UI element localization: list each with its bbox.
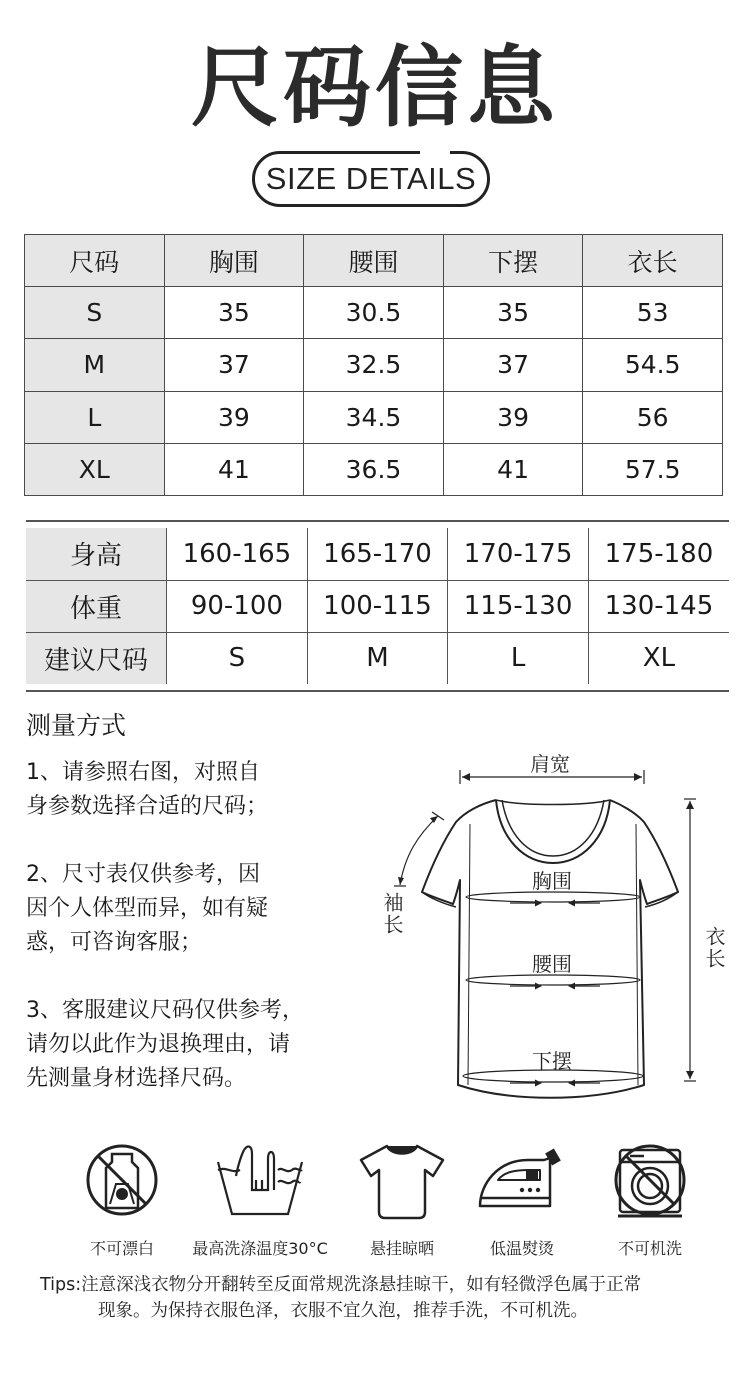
measurement-note-3 bbox=[26, 994, 346, 1096]
row-header-suggested-size: 建议尺码 bbox=[26, 632, 167, 684]
hem-cell: 41 bbox=[443, 443, 583, 495]
height-cell: 170-175 bbox=[448, 528, 589, 580]
size-details-label: SIZE DETAILS bbox=[265, 161, 477, 196]
table-row-weight bbox=[26, 580, 729, 632]
tips-line-2: 现象。为保持衣服色泽，衣服不宜久泡，推荐手洗，不可机洗。 bbox=[98, 1301, 588, 1321]
measurement-note-1 bbox=[26, 756, 346, 824]
label-chest: 胸围 bbox=[532, 869, 572, 893]
waist-cell: 36.5 bbox=[304, 443, 444, 495]
badge-gap-decoration bbox=[420, 146, 450, 156]
no-machine-wash-icon bbox=[610, 1140, 690, 1220]
col-header-chest: 胸围 bbox=[164, 235, 304, 287]
care-item-low-iron bbox=[452, 1140, 592, 1259]
label-length: 衣长 bbox=[702, 926, 726, 970]
divider bbox=[26, 520, 729, 522]
table-row bbox=[25, 391, 723, 443]
weight-cell: 130-145 bbox=[588, 580, 729, 632]
care-label: 低温熨烫 bbox=[489, 1239, 554, 1258]
size-cell: XL bbox=[25, 443, 165, 495]
chest-cell: 35 bbox=[164, 287, 304, 339]
col-header-hem: 下摆 bbox=[443, 235, 583, 287]
waist-cell: 34.5 bbox=[304, 391, 444, 443]
care-label: 不可漂白 bbox=[89, 1239, 154, 1258]
hem-cell: 35 bbox=[443, 287, 583, 339]
col-header-waist: 腰围 bbox=[304, 235, 444, 287]
tips-line-1: Tips:注意深浅衣物分开翻转至反面常规洗涤悬挂晾干，如有轻微浮色属于正常 bbox=[40, 1275, 642, 1295]
row-header-height: 身高 bbox=[26, 528, 167, 580]
page-title: 尺码信息 bbox=[190, 36, 559, 139]
hand-wash-30-icon bbox=[212, 1140, 308, 1220]
suggested-size-cell: M bbox=[307, 632, 448, 684]
size-table-header bbox=[25, 235, 723, 287]
care-item-no-machine-wash bbox=[580, 1140, 720, 1259]
note-line: 2、尺寸表仅供参考，因 bbox=[26, 862, 260, 887]
recommend-table-grid bbox=[26, 528, 729, 684]
care-label: 悬挂晾晒 bbox=[369, 1239, 434, 1258]
label-hem: 下摆 bbox=[532, 1049, 572, 1073]
no-bleach-icon bbox=[82, 1140, 162, 1220]
tshirt-measurement-diagram bbox=[370, 740, 730, 1100]
recommend-table bbox=[26, 520, 729, 692]
size-cell: M bbox=[25, 339, 165, 391]
hem-cell: 37 bbox=[443, 339, 583, 391]
waist-cell: 32.5 bbox=[304, 339, 444, 391]
weight-cell: 90-100 bbox=[167, 580, 308, 632]
care-label: 最高洗涤温度30°C bbox=[192, 1239, 328, 1258]
weight-cell: 100-115 bbox=[307, 580, 448, 632]
chest-cell: 39 bbox=[164, 391, 304, 443]
note-line: 因个人体型而异，如有疑 bbox=[26, 896, 269, 921]
length-cell: 53 bbox=[583, 287, 723, 339]
size-details-badge bbox=[252, 151, 490, 207]
table-row-suggested-size bbox=[26, 632, 729, 684]
care-item-no-bleach bbox=[52, 1140, 192, 1259]
note-line: 3、客服建议尺码仅供参考， bbox=[26, 998, 304, 1023]
size-cell: L bbox=[25, 391, 165, 443]
chest-cell: 41 bbox=[164, 443, 304, 495]
length-cell: 54.5 bbox=[583, 339, 723, 391]
note-line: 请勿以此作为退换理由，请 bbox=[26, 1032, 291, 1057]
care-tips bbox=[40, 1272, 720, 1324]
divider bbox=[26, 690, 729, 692]
note-line: 身参数选择合适的尺码； bbox=[26, 794, 269, 819]
waist-cell: 30.5 bbox=[304, 287, 444, 339]
row-header-weight: 体重 bbox=[26, 580, 167, 632]
size-table bbox=[24, 234, 723, 496]
table-row bbox=[25, 339, 723, 391]
table-row bbox=[25, 287, 723, 339]
col-header-length: 衣长 bbox=[583, 235, 723, 287]
care-item-hand-wash bbox=[190, 1140, 330, 1259]
note-line: 先测量身材选择尺码。 bbox=[26, 1066, 247, 1091]
label-shoulder-width: 肩宽 bbox=[530, 752, 570, 776]
suggested-size-cell: L bbox=[448, 632, 589, 684]
suggested-size-cell: S bbox=[167, 632, 308, 684]
suggested-size-cell: XL bbox=[588, 632, 729, 684]
measurement-note-2 bbox=[26, 858, 346, 960]
chest-cell: 37 bbox=[164, 339, 304, 391]
hang-dry-icon bbox=[357, 1140, 447, 1220]
height-cell: 165-170 bbox=[307, 528, 448, 580]
measurement-title: 测量方式 bbox=[26, 711, 127, 740]
care-label: 不可机洗 bbox=[617, 1239, 682, 1258]
col-header-size: 尺码 bbox=[25, 235, 165, 287]
hem-cell: 39 bbox=[443, 391, 583, 443]
care-item-hang-dry bbox=[332, 1140, 472, 1259]
label-waist: 腰围 bbox=[532, 952, 572, 976]
note-line: 惑，可咨询客服； bbox=[26, 930, 203, 955]
length-cell: 57.5 bbox=[583, 443, 723, 495]
weight-cell: 115-130 bbox=[448, 580, 589, 632]
note-line: 1、请参照右图，对照自 bbox=[26, 760, 260, 785]
height-cell: 175-180 bbox=[588, 528, 729, 580]
label-sleeve-length: 袖长 bbox=[380, 892, 404, 936]
low-iron-icon bbox=[474, 1140, 570, 1220]
length-cell: 56 bbox=[583, 391, 723, 443]
table-row bbox=[25, 443, 723, 495]
height-cell: 160-165 bbox=[167, 528, 308, 580]
table-row-height bbox=[26, 528, 729, 580]
size-cell: S bbox=[25, 287, 165, 339]
